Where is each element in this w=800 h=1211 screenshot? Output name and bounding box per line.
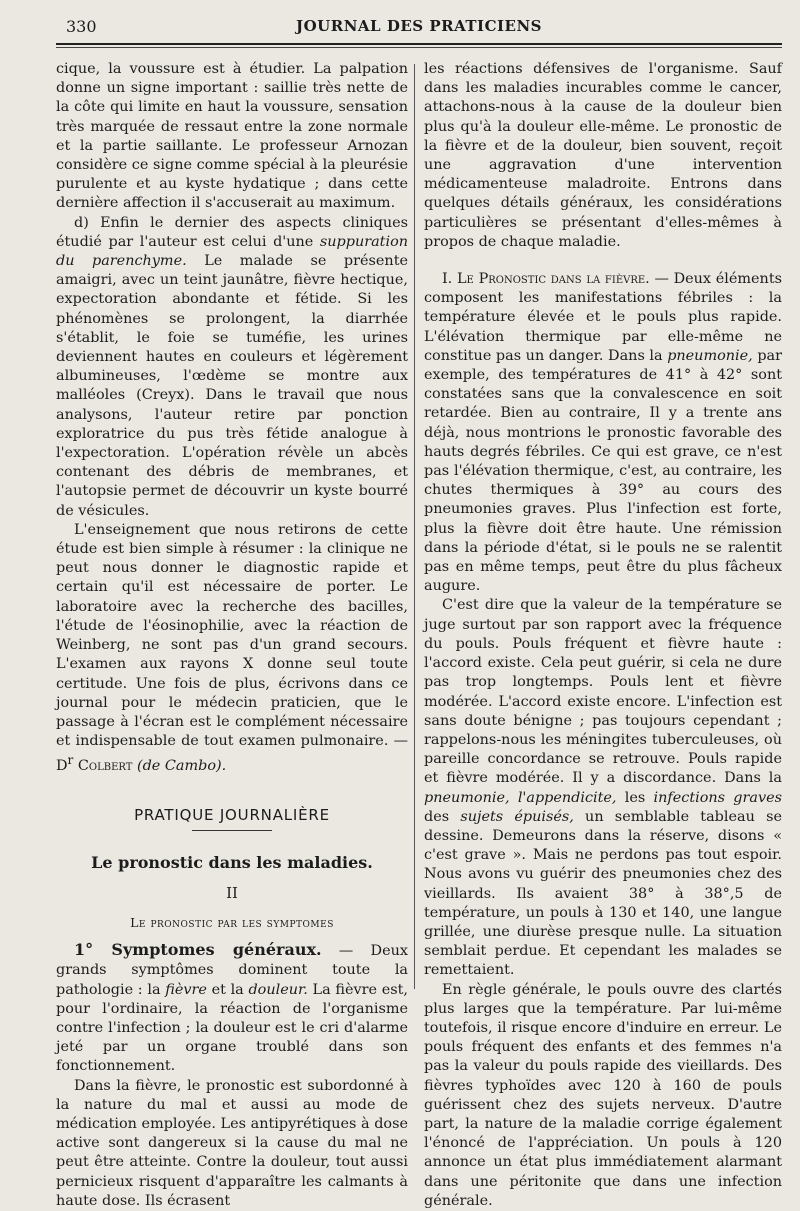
paragraph-regle-generale: En règle générale, le pouls ouvre des clartés plus larges que la température. Par lui-même toutefois, il risque encore d'induire en erreur. Le pouls fréquent des enfants et des femmes n'a pas la valeur du pouls rapide des vieillards. Des fièvres typhoïdes avec 120 à 160 de pouls guérissent chez des sujets nerveux. D'autre part, la nature de la maladie corrige également l'énoncé de l'appréciation. Un pouls à 120 annonce un état plus immédiatement alarmant dans une péritonite que dans une infection générale.: [424, 981, 782, 1209]
subsection-heading: I. Le Pronostic dans la fièvre.: [442, 271, 650, 288]
paragraph-temperature-pouls: C'est dire que la valeur de la température se juge surtout par son rapport avec la fréquence du pouls. Pouls fréquent et fièvre haute : l'accord existe. Cela peut guérir, si cela ne dure pas trop longtemps. Pouls lent et fièvre modérée. L'accord existe encore. L'infection est sans doute bénigne ; pas toujours cependant ; rappelons-nous les méningites tuberculeuses, où pareille concordance se retrouve. Pouls rapide et fièvre modérée. Il y a discordance. Dans la pneumonie, l'appendicite, les infections graves des sujets épuisés, un semblable tableau se dessine. Demeurons dans la réserve, disons « c'est grave ». Mais ne perdons pas tout espoir. Nous avons vu guérir des pneumonies chez des vieillards. Ils avaient 38° à 38°,5 de température, un pouls à 130 et 140, une langue grillée, une diurèse presque nulle. La situation semblait perdue. Et cependant les malades se remettaient.: [424, 597, 782, 979]
paragraph-symptomes: 1° Symptomes généraux. — Deux grands symptômes dominent toute la pathologie : la fièvre et la douleur. La fièvre est, pour l'ordinaire, la réaction de l'organisme contre l'infection ; la douleur est le cri d'alarme jeté par un organe troublé dans son fonctionnement.: [56, 940, 408, 1075]
paragraph-continuation-right: les réactions défensives de l'organisme. Sauf dans les maladies incurables comme le cancer, attachons-nous à la cause de la douleur bien plus qu'à la douleur elle-même. Le pronostic de la fièvre et de la douleur, bien souvent, reçoit une aggravation d'une intervention médicamenteuse maladroite. Entrons dans quelques détails généraux, les considérations particulières se présentant d'elles-mêmes à propos de chaque maladie.: [424, 61, 782, 250]
header-rule-thick: [56, 43, 782, 45]
author-name: Colbert: [77, 758, 133, 775]
right-column: [424, 60, 782, 1211]
section-rule: [192, 830, 272, 831]
column-divider: [414, 64, 415, 989]
author-place: (de Cambo).: [136, 758, 227, 775]
paragraph-conclusion: L'enseignement que nous retirons de cette étude est bien simple à résumer : la clinique ne peut nous donner le diagnostic rapide et certain qu'il est nécessaire de porter. Le laboratoire avec la recherche des bacilles, l'étude de l'éosinophilie, avec la réaction de Weinberg, ne sont pas d'un grand secours. L'examen aux rayons X donne seul toute certitude. Une fois de plus, écrivons dans ce journal pour le médecin praticien, que le passage à l'écran est le complément nécessaire et indispensable de tout examen pulmonaire. — $D^r$ Colbert (de Cambo).: [56, 521, 408, 775]
paragraph-fievre: Dans la fièvre, le pronostic est subordonné à la nature du mal et aussi au mode de médication employée. Les antipyrétiques à dose active sont dangereux si la cause du mal ne peut être atteinte. Contre la douleur, tout aussi pernicieux risquent d'apparaître les calmants à haute dose. Ils écrasent: [56, 1077, 408, 1209]
header-rule-thin: [56, 47, 782, 48]
article-title: Le pronostic dans les maladies.: [91, 852, 373, 872]
paragraph-suppuration: d) Enfin le dernier des aspects cliniques étudié par l'auteur est celui d'une suppuration du parenchyme. Le malade se présente amaigri, avec un teint jaunâtre, fièvre hectique, expectoration abondante et fétide. Si les phénomènes se prolongent, la diarrhée s'établit, le foie se tuméfie, les urines deviennent hautes en couleurs et légèrement albumineuses, l'œdème se montre aux malléoles (Creyx). Dans le travail que nous analysons, l'auteur retire par ponction exploratrice du pus très fétide analogue à l'expectoration. L'opération révèle un abcès contenant des débris de membranes, et l'autopsie permet de découvrir un kyste bourré de vésicules.: [56, 214, 408, 519]
journal-title: JOURNAL DES PRATICIENS: [296, 17, 542, 35]
paragraph-pronostic-fievre: I. Le Pronostic dans la fièvre. — Deux éléments composent les manifestations fébriles : la température élevée et le pouls plus rapide. L'élévation thermique par elle-même ne constitue pas un danger. Dans la pneumonie, par exemple, des températures de 41° à 42° sont constatées sans que la convalescence en soit retardée. Bien au contraire, Il y a trente ans déjà, nous montrions le pronostic favorable des hauts degrés fébriles. Ce qui est grave, ce n'est pas l'élévation thermique, c'est, au contraire, les chutes thermiques à 39° au cours des pneumonies graves. Plus l'infection est forte, plus la fièvre doit être haute. Une rémission dans la période d'état, si le pouls ne se ralentit pas en même temps, peut être du plus fâcheux augure.: [424, 271, 782, 595]
section-heading: PRATIQUE JOURNALIÈRE: [134, 806, 330, 825]
page-header: [56, 17, 782, 41]
article-part-number: II: [226, 883, 238, 902]
subsection-lead: 1° Symptomes généraux.: [74, 940, 322, 960]
article-subtitle: Le pronostic par les symptomes: [130, 914, 334, 930]
paragraph-continuation: cique, la voussure est à étudier. La palpation donne un signe important : saillie très nette de la côte qui limite en haut la voussure, sensation très marquée de ressaut entre la zone normale et la partie saillante. Le professeur Arnozan considère ce signe comme spécial à la pleurésie purulente et au kyste hydatique ; dans cette dernière affection il s'accuserait au maximum.: [56, 61, 408, 212]
left-column: [56, 60, 408, 1211]
page-number: 330: [66, 17, 97, 36]
